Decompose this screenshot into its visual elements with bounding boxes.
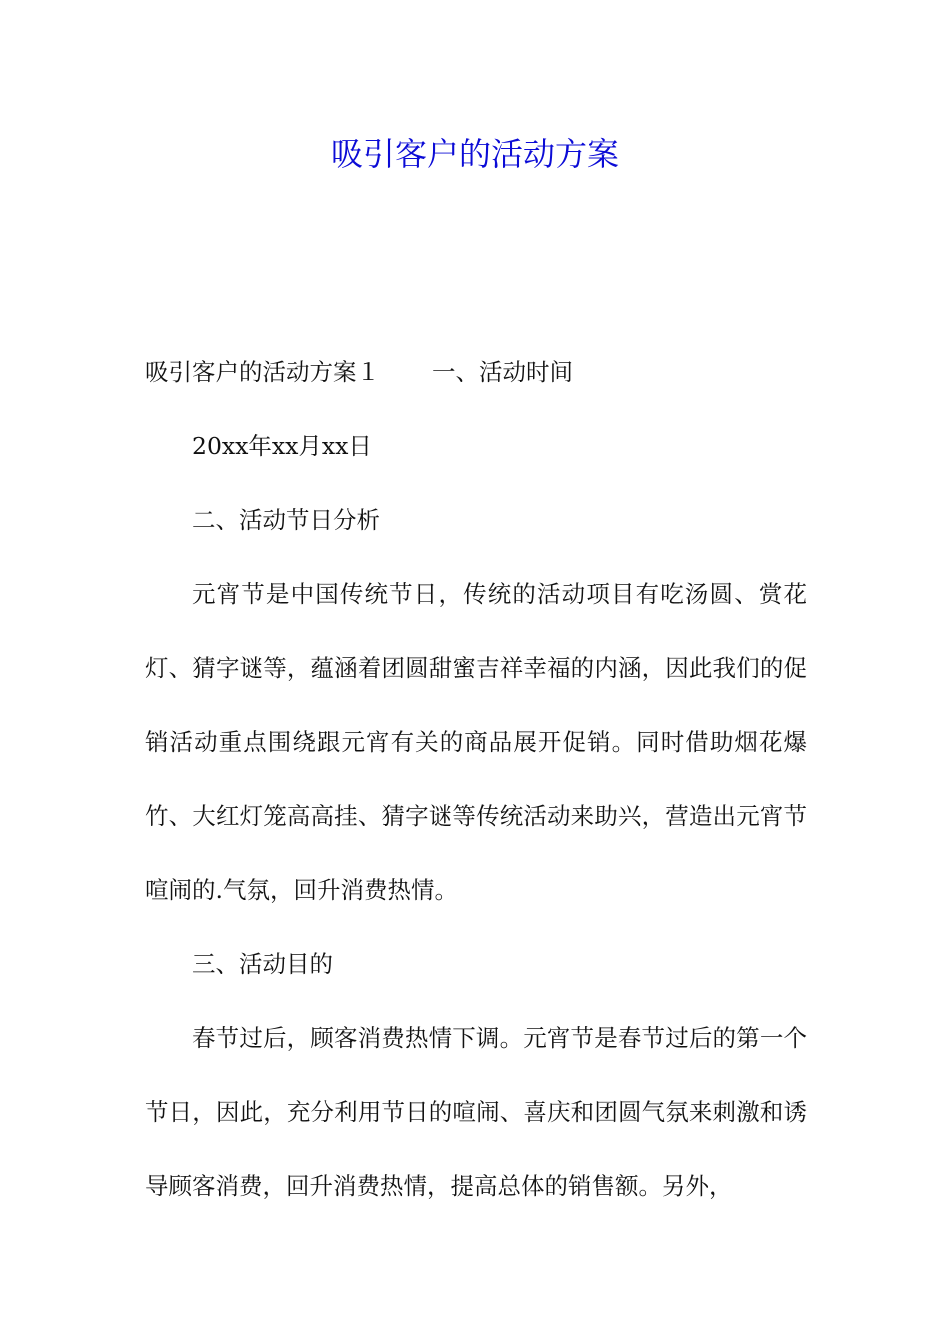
section-heading-1: 一、活动时间 [432, 358, 573, 386]
festival-analysis-paragraph: 元宵节是中国传统节日，传统的活动项目有吃汤圆、赏花灯、猜字谜等，蕴涵着团圆甜蜜吉祥幸福的内涵，因此我们的促销活动重点围绕跟元宵有关的商品展开促销。同时借助烟花爆竹、大红灯笼高高挂、猜字谜等传统活动来助兴，营造出元宵节喧闹的.气氛，回升消费热情。 [145, 580, 807, 904]
document-body [145, 335, 807, 1223]
activity-date: 20xx年xx月xx日 [192, 432, 372, 460]
activity-purpose-paragraph: 春节过后，顾客消费热情下调。元宵节是春节过后的第一个节日，因此，充分利用节日的喧闹、喜庆和团圆气氛来刺激和诱导顾客消费，回升消费热情，提高总体的销售额。另外， [145, 1024, 807, 1200]
first-line [145, 335, 807, 409]
plan-heading: 吸引客户的活动方案１ [145, 358, 380, 386]
section-heading-3: 三、活动目的 [192, 950, 333, 978]
section-heading-2: 二、活动节日分析 [192, 506, 380, 534]
document-title: 吸引客户的活动方案 [330, 135, 619, 173]
